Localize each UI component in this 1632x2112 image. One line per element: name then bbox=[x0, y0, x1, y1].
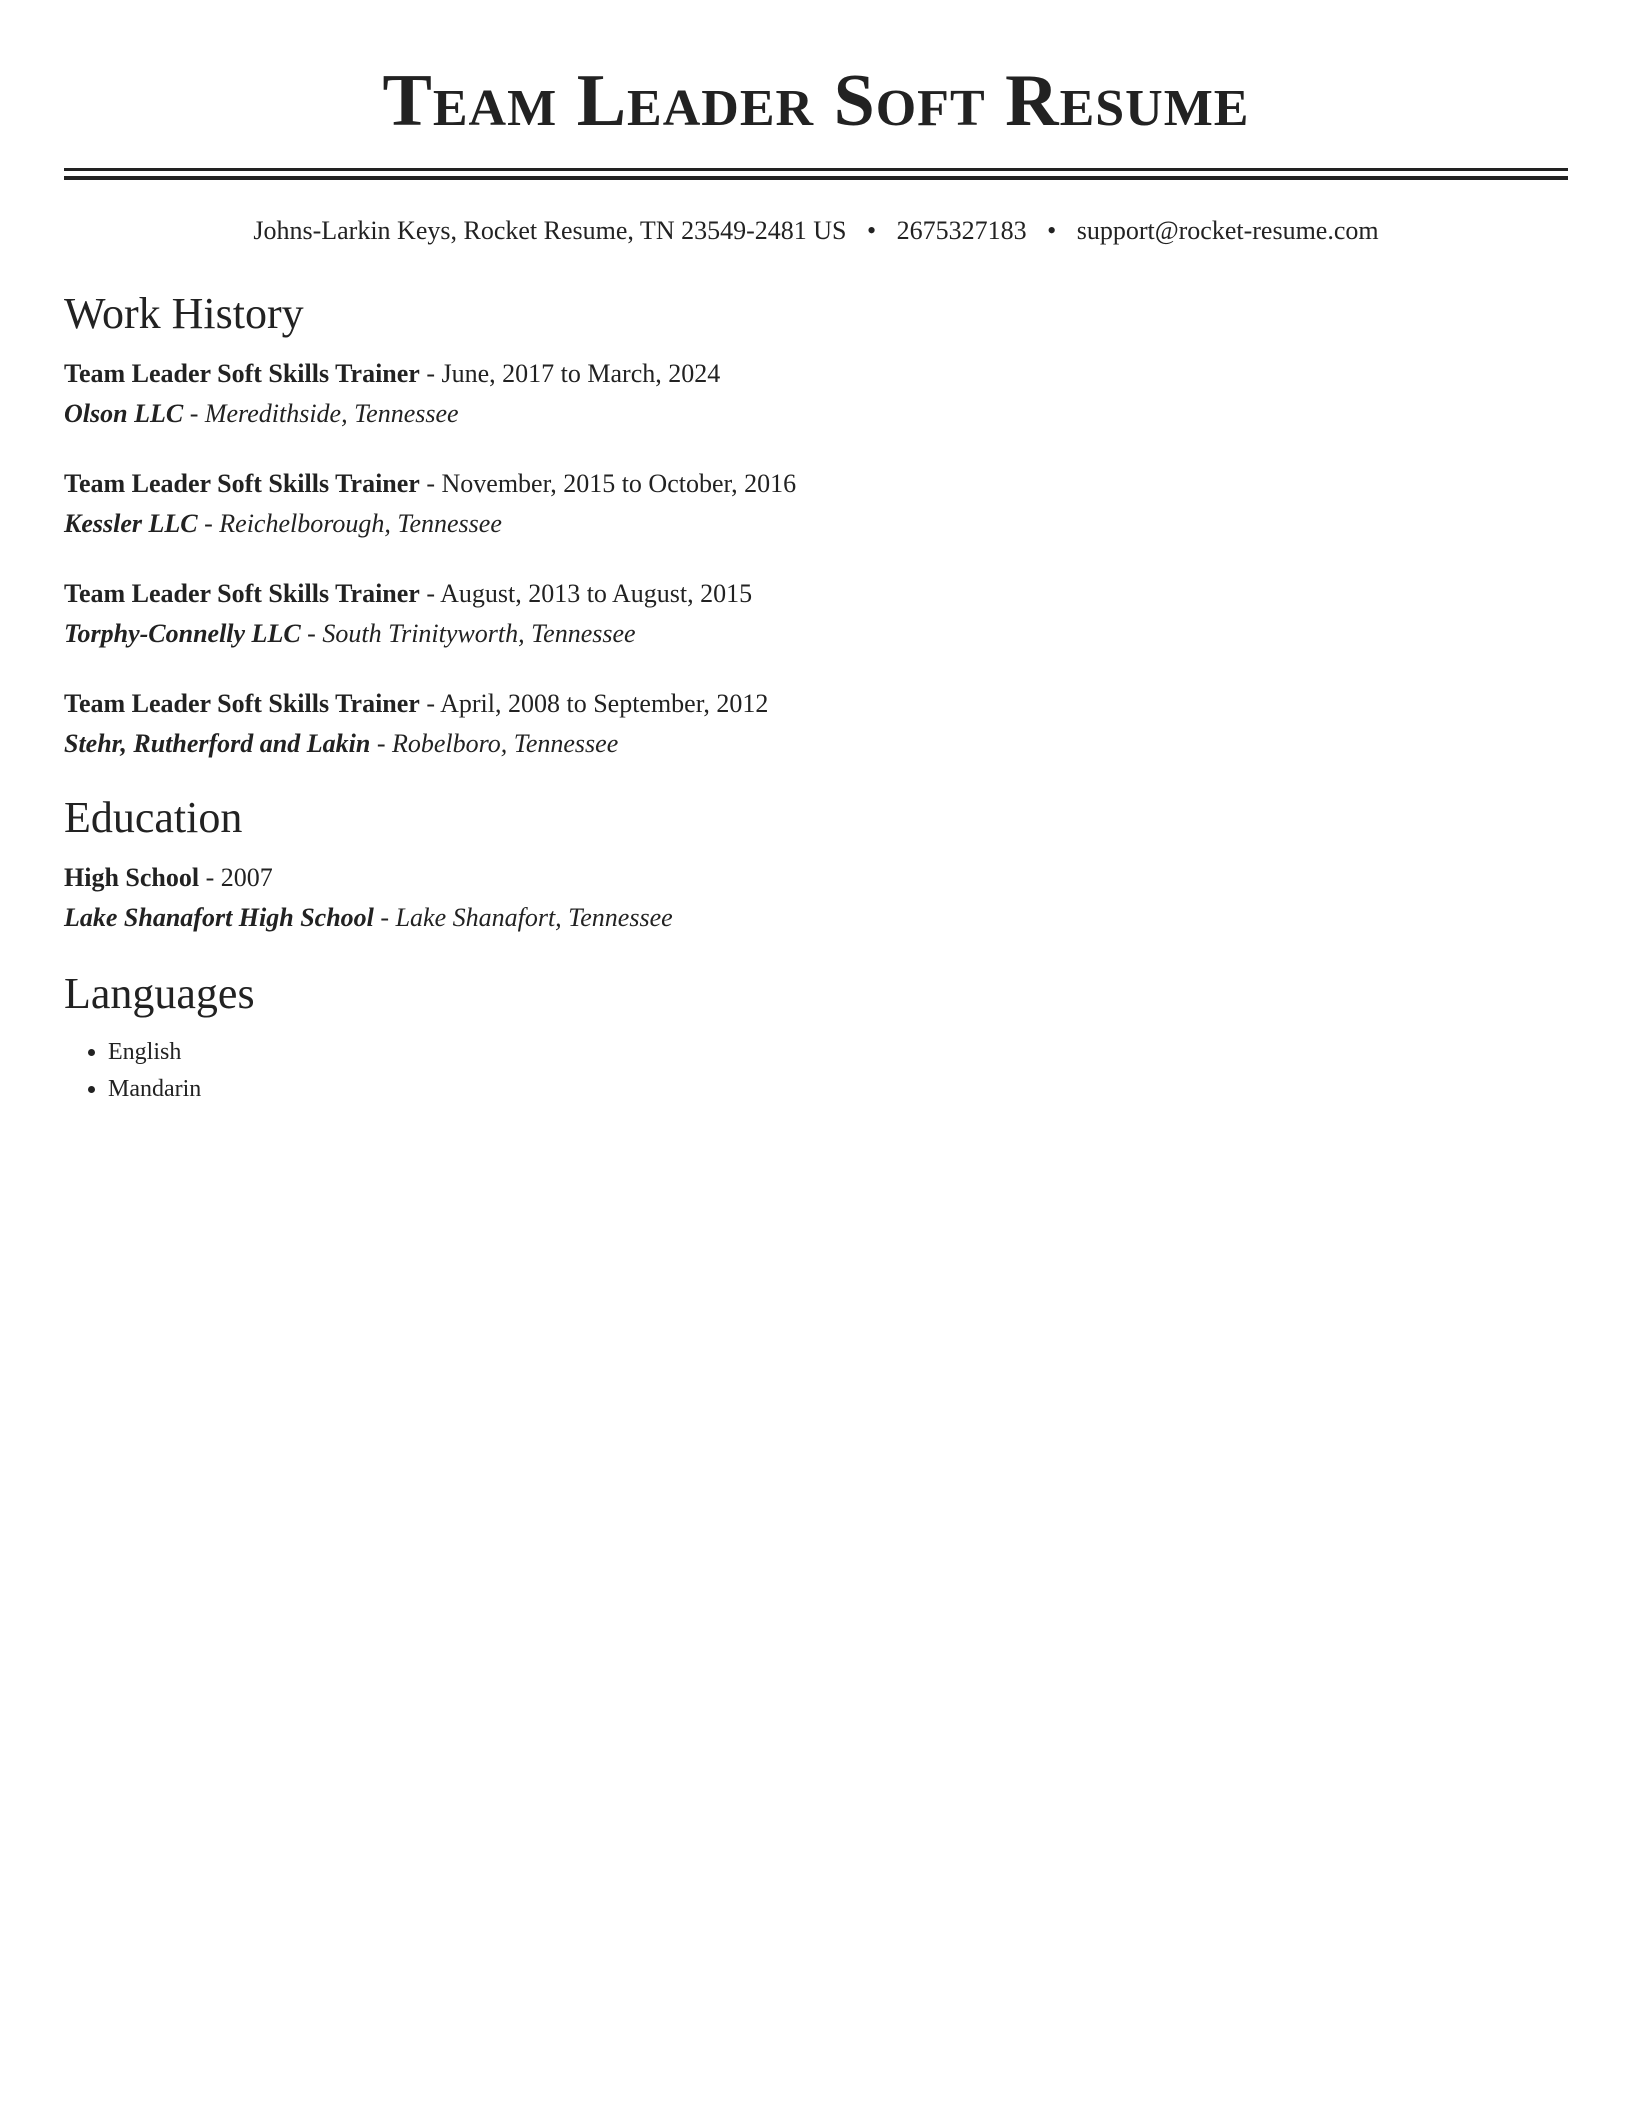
work-entry-title-line bbox=[64, 684, 1568, 724]
dash: - bbox=[205, 863, 215, 892]
list-item: • Mandarin bbox=[108, 1071, 1568, 1108]
graduation-year: 2007 bbox=[220, 863, 273, 892]
job-title: Team Leader Soft Skills Trainer bbox=[64, 579, 420, 608]
languages-list bbox=[64, 1034, 1568, 1108]
contact-line bbox=[64, 214, 1568, 248]
title-divider-top bbox=[64, 168, 1568, 171]
dash: - bbox=[380, 903, 390, 932]
languages-heading: Languages bbox=[64, 969, 255, 1018]
dash: - bbox=[426, 359, 436, 388]
contact-address: Johns-Larkin Keys, Rocket Resume, TN 23549-2481 US bbox=[253, 216, 847, 245]
dash: - bbox=[426, 469, 436, 498]
company-location: Robelboro, Tennessee bbox=[391, 729, 619, 758]
company-name: Torphy-Connelly LLC bbox=[64, 619, 301, 648]
dash: - bbox=[307, 619, 316, 648]
job-dates: November, 2015 to October, 2016 bbox=[441, 469, 797, 498]
education-entry bbox=[64, 858, 1568, 938]
dash: - bbox=[204, 509, 213, 538]
contact-email[interactable]: support@rocket-resume.com bbox=[1076, 216, 1379, 245]
work-entry-company-line bbox=[64, 504, 1568, 544]
company-name: Stehr, Rutherford and Lakin bbox=[64, 729, 371, 758]
education-entry-degree-line bbox=[64, 858, 1568, 898]
contact-separator: • bbox=[866, 216, 877, 245]
company-name: Kessler LLC bbox=[64, 509, 198, 538]
dash: - bbox=[376, 729, 386, 758]
work-entry bbox=[64, 464, 1568, 544]
list-item: • English bbox=[108, 1034, 1568, 1071]
job-title: Team Leader Soft Skills Trainer bbox=[64, 469, 420, 498]
dash: - bbox=[426, 689, 436, 718]
contact-phone: 2675327183 bbox=[896, 216, 1027, 245]
work-entry bbox=[64, 354, 1568, 434]
job-dates: June, 2017 to March, 2024 bbox=[441, 359, 721, 388]
job-dates: August, 2013 to August, 2015 bbox=[440, 579, 753, 608]
education-entry-school-line bbox=[64, 898, 1568, 938]
degree: High School bbox=[64, 863, 200, 892]
school-location: Lake Shanafort, Tennessee bbox=[395, 903, 673, 932]
education-heading: Education bbox=[64, 793, 243, 842]
work-entry-title-line bbox=[64, 574, 1568, 614]
company-location: Meredithside, Tennessee bbox=[204, 399, 459, 428]
resume-title: Team Leader Soft Resume bbox=[382, 60, 1250, 142]
work-entry-title-line bbox=[64, 354, 1568, 394]
dash: - bbox=[189, 399, 199, 428]
work-entry bbox=[64, 684, 1568, 764]
job-title: Team Leader Soft Skills Trainer bbox=[64, 359, 420, 388]
work-history-heading: Work History bbox=[64, 289, 304, 338]
work-entry bbox=[64, 574, 1568, 654]
work-entry-company-line bbox=[64, 394, 1568, 434]
title-divider-bottom bbox=[64, 176, 1568, 180]
job-dates: April, 2008 to September, 2012 bbox=[440, 689, 769, 718]
contact-separator: • bbox=[1047, 216, 1057, 245]
company-location: South Trinityworth, Tennessee bbox=[322, 619, 636, 648]
school-name: Lake Shanafort High School bbox=[64, 903, 374, 932]
company-name: Olson LLC bbox=[64, 399, 184, 428]
work-entry-company-line bbox=[64, 724, 1568, 764]
dash: - bbox=[426, 579, 436, 608]
company-location: Reichelborough, Tennessee bbox=[219, 509, 502, 538]
job-title: Team Leader Soft Skills Trainer bbox=[64, 689, 420, 718]
work-entry-company-line bbox=[64, 614, 1568, 654]
work-entry-title-line bbox=[64, 464, 1568, 504]
